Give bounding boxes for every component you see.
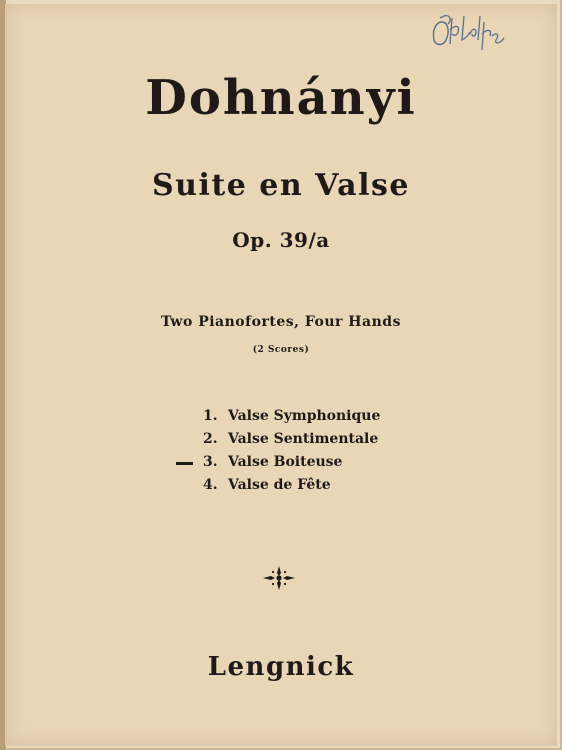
movement-number: 3. <box>203 454 218 470</box>
movement-item <box>203 451 443 474</box>
movement-title: Valse Sentimentale <box>228 431 379 447</box>
movement-number: 2. <box>203 431 218 447</box>
movement-item <box>203 428 443 451</box>
movement-item <box>203 474 443 497</box>
movement-title: Valse de Fête <box>228 477 331 493</box>
pencil-dash-mark <box>176 462 193 465</box>
handwritten-signature <box>428 10 512 56</box>
composer-name: Dohnányi <box>145 70 417 126</box>
publisher-name: Lengnick <box>207 652 355 682</box>
movement-title: Valse Symphonique <box>228 408 381 424</box>
instrumentation: Two Pianofortes, Four Hands <box>161 314 401 330</box>
work-title: Suite en Valse <box>152 168 410 203</box>
opus-number: Op. 39/a <box>232 228 330 252</box>
movement-title: Valse Boiteuse <box>228 454 343 470</box>
movement-number: 1. <box>203 408 218 424</box>
cross-ornament-icon <box>262 565 296 591</box>
movement-number: 4. <box>203 477 218 493</box>
movement-item <box>203 405 443 428</box>
movement-list <box>203 405 443 497</box>
scores-note: (2 Scores) <box>252 345 310 355</box>
